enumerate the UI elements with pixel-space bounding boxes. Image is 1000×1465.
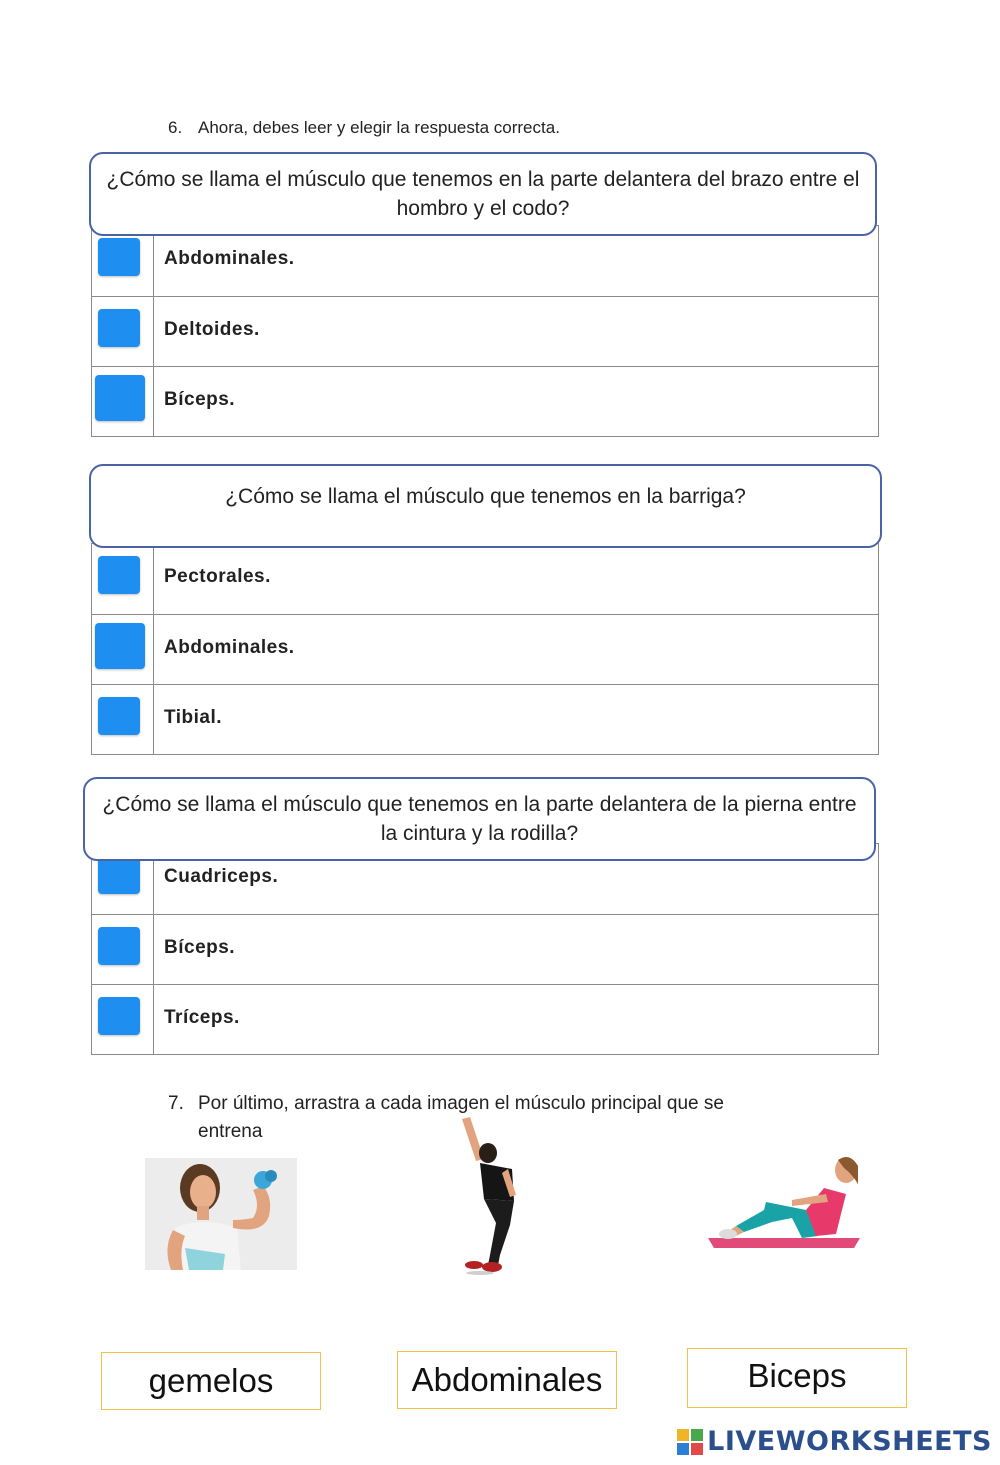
question-box-1 bbox=[89, 152, 877, 236]
option-check-cell bbox=[92, 685, 154, 754]
option-row[interactable] bbox=[92, 296, 878, 366]
option-label: Bíceps. bbox=[164, 937, 236, 958]
image-jump-calves bbox=[440, 1115, 530, 1275]
option-row[interactable] bbox=[92, 984, 878, 1054]
option-row[interactable] bbox=[92, 684, 878, 754]
option-row[interactable] bbox=[92, 366, 878, 436]
checkbox[interactable] bbox=[98, 238, 140, 276]
option-check-cell bbox=[92, 297, 154, 366]
checkbox[interactable] bbox=[98, 856, 140, 894]
option-label: Abdominales. bbox=[164, 248, 295, 269]
instruction-7-number: 7. bbox=[168, 1093, 184, 1114]
instruction-6 bbox=[168, 118, 560, 138]
question-text-3: ¿Cómo se llama el músculo que tenemos en la parte delantera de la pierna entre la cintura y la rodilla? bbox=[102, 793, 857, 845]
liveworksheets-icon bbox=[677, 1429, 703, 1455]
option-label: Tibial. bbox=[164, 707, 223, 728]
options-table-q2 bbox=[91, 543, 879, 755]
option-label: Deltoides. bbox=[164, 319, 260, 340]
image-abs-crunch bbox=[706, 1150, 866, 1252]
checkbox[interactable] bbox=[98, 997, 140, 1035]
option-row[interactable] bbox=[92, 226, 878, 296]
instruction-6-text: Ahora, debes leer y elegir la respuesta correcta. bbox=[198, 118, 560, 137]
option-check-cell bbox=[92, 544, 154, 614]
instruction-6-number: 6. bbox=[168, 118, 183, 137]
option-check-cell bbox=[92, 226, 154, 296]
option-row[interactable] bbox=[92, 614, 878, 684]
drop-box-3[interactable] bbox=[687, 1348, 907, 1408]
image-bicep-curl bbox=[145, 1158, 297, 1270]
drop-box-answer: gemelos bbox=[148, 1362, 274, 1399]
drop-box-2[interactable] bbox=[397, 1351, 617, 1409]
instruction-7-text-line2: entrena bbox=[198, 1121, 263, 1142]
option-label: Tríceps. bbox=[164, 1007, 240, 1028]
option-label: Cuadriceps. bbox=[164, 866, 279, 887]
drop-box-answer: Abdominales bbox=[411, 1361, 603, 1398]
option-check-cell bbox=[92, 367, 154, 436]
option-label: Pectorales. bbox=[164, 566, 271, 587]
question-text-2: ¿Cómo se llama el músculo que tenemos en la barriga? bbox=[225, 484, 746, 508]
checkbox[interactable] bbox=[98, 927, 140, 965]
option-label: Abdominales. bbox=[164, 637, 295, 658]
question-box-2 bbox=[89, 464, 882, 548]
option-check-cell bbox=[92, 915, 154, 984]
drop-box-answer: Biceps bbox=[747, 1357, 847, 1394]
option-check-cell bbox=[92, 985, 154, 1054]
checkbox[interactable] bbox=[98, 309, 140, 347]
question-box-3 bbox=[83, 777, 876, 861]
brand-name: LIVEWORKSHEETS bbox=[707, 1426, 992, 1457]
options-table-q3 bbox=[91, 843, 879, 1055]
option-row[interactable] bbox=[92, 914, 878, 984]
option-label: Bíceps. bbox=[164, 389, 236, 410]
checkbox[interactable] bbox=[95, 623, 145, 669]
checkbox[interactable] bbox=[98, 697, 140, 735]
question-text-1: ¿Cómo se llama el músculo que tenemos en la parte delantera del brazo entre el hombro y el codo? bbox=[106, 168, 860, 220]
drop-box-1[interactable] bbox=[101, 1352, 321, 1410]
options-table-q1 bbox=[91, 225, 879, 437]
option-row[interactable] bbox=[92, 544, 878, 614]
checkbox[interactable] bbox=[95, 375, 145, 421]
instruction-7-text-line1: Por último, arrastra a cada imagen el músculo principal que se bbox=[198, 1093, 724, 1114]
liveworksheets-logo bbox=[677, 1426, 992, 1457]
checkbox[interactable] bbox=[98, 556, 140, 594]
option-check-cell bbox=[92, 615, 154, 684]
